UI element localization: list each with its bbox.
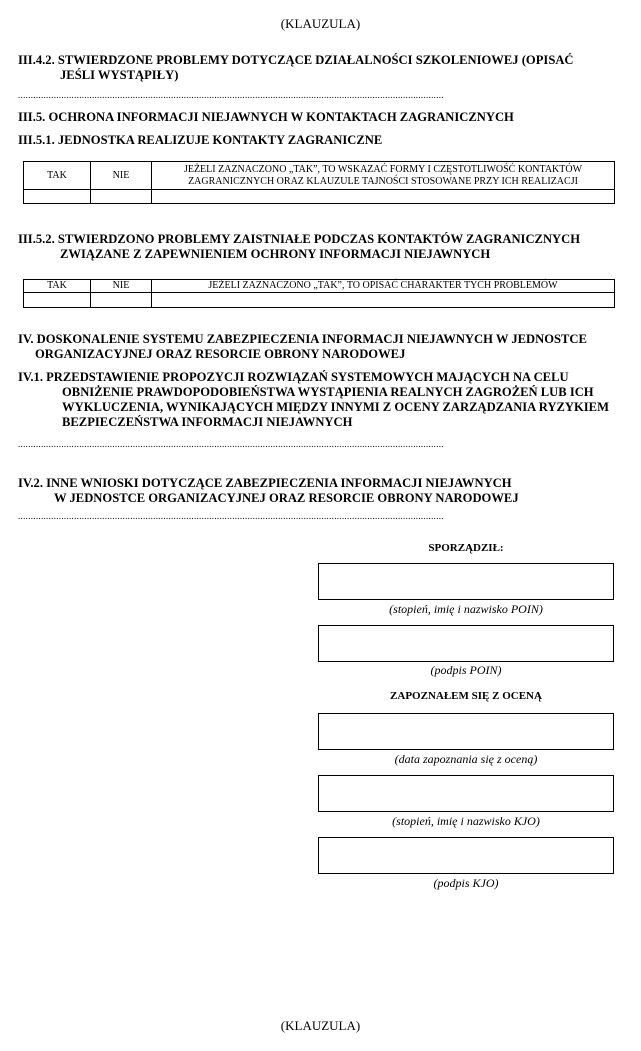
section-3-5-1-table	[23, 161, 615, 204]
section-3-5-1-title: III.5.1. JEDNOSTKA REALIZUJE KONTAKTY ZAGRANICZNE	[18, 133, 383, 147]
section-4-1-title-line4: BEZPIECZEŃSTWA INFORMACJI NIEJAWNYCH	[62, 415, 353, 429]
cell-tak-input[interactable]	[24, 293, 91, 308]
poin-signature-field[interactable]	[318, 625, 614, 662]
header-klauzula: (KLAUZULA)	[280, 16, 361, 31]
col-description-line2: ZAGRANICZNYCH ORAZ KLAUZULE TAJNOŚCI STOSOWANE PRZY ICH REALIZACJI	[188, 175, 578, 187]
section-3-4-2-answer-line[interactable]: .......................................................................................................................................................................	[18, 90, 444, 100]
col-tak-header: TAK	[24, 162, 91, 190]
col-nie-header: NIE	[91, 280, 152, 293]
footer-klauzula: (KLAUZULA)	[280, 1018, 361, 1033]
acknowledgement-date-caption: (data zapoznania się z oceną)	[394, 752, 538, 766]
section-4-title-line2: ORGANIZACYJNEJ ORAZ RESORCIE OBRONY NARODOWEJ	[35, 347, 406, 361]
col-nie-header: NIE	[91, 162, 152, 190]
section-4-2-answer-line[interactable]: .......................................................................................................................................................................	[18, 511, 444, 521]
section-3-4-2-heading	[18, 53, 621, 83]
col-tak-header: TAK	[24, 280, 91, 293]
section-4-1-heading	[18, 370, 621, 430]
kjo-signature-field[interactable]	[318, 837, 614, 874]
col-description-header	[152, 162, 615, 190]
poin-signature-caption: (podpis POIN)	[430, 663, 502, 677]
zapoznalem-label: ZAPOZNAŁEM SIĘ Z OCENĄ	[390, 690, 542, 702]
kjo-name-field[interactable]	[318, 775, 614, 812]
section-4-2-title-line1: IV.2. INNE WNIOSKI DOTYCZĄCE ZABEZPIECZENIA INFORMACJI NIEJAWNYCH	[18, 476, 512, 490]
cell-nie-input[interactable]	[91, 293, 152, 308]
acknowledgement-date-field[interactable]	[318, 713, 614, 750]
section-4-1-answer-line[interactable]: .......................................................................................................................................................................	[18, 439, 444, 449]
cell-tak-input[interactable]	[24, 190, 91, 204]
section-4-1-title-line3: WYKLUCZENIA, WYNIKAJĄCYCH MIĘDZY INNYMI Z OCENY ZARZĄDZANIA RYZYKIEM	[62, 400, 609, 414]
col-description-header: JEŻELI ZAZNACZONO „TAK”, TO OPISAĆ CHARAKTER TYCH PROBLEMÓW	[152, 280, 615, 293]
col-description-line1: JEŻELI ZAZNACZONO „TAK”, TO WSKAZAĆ FORMY I CZĘSTOTLIWOŚĆ KONTAKTÓW	[183, 163, 583, 175]
sporzadzil-label: SPORZĄDZIŁ:	[428, 542, 504, 554]
cell-description-input[interactable]	[152, 190, 615, 204]
section-3-4-2-title-line2: JEŚLI WYSTĄPIŁY)	[60, 68, 179, 82]
kjo-name-caption: (stopień, imię i nazwisko KJO)	[392, 814, 540, 828]
section-4-title-line1: IV. DOSKONALENIE SYSTEMU ZABEZPIECZENIA INFORMACJI NIEJAWNYCH W JEDNOSTCE	[18, 332, 587, 346]
poin-name-field[interactable]	[318, 563, 614, 600]
section-3-5-2-title-line1: III.5.2. STWIERDZONO PROBLEMY ZAISTNIAŁE PODCZAS KONTAKTÓW ZAGRANICZNYCH	[18, 232, 581, 246]
section-4-1-title-line1: IV.1. PRZEDSTAWIENIE PROPOZYCJI ROZWIĄZAŃ SYSTEMOWYCH MAJĄCYCH NA CELU	[18, 370, 569, 384]
section-4-heading	[18, 332, 621, 362]
section-4-1-title-line2: OBNIŻENIE PRAWDOPODOBIEŃSTWA WYSTĄPIENIA REALNYCH ZAGROŻEŃ LUB ICH	[62, 385, 594, 399]
section-4-2-heading	[18, 476, 621, 506]
cell-description-input[interactable]	[152, 293, 615, 308]
section-4-2-title-line2: W JEDNOSTCE ORGANIZACYJNEJ ORAZ RESORCIE OBRONY NARODOWEJ	[54, 491, 519, 505]
poin-name-caption: (stopień, imię i nazwisko POIN)	[389, 602, 543, 616]
section-3-5-2-title-line2: ZWIĄZANE Z ZAPEWNIENIEM OCHRONY INFORMACJI NIEJAWNYCH	[60, 247, 491, 261]
kjo-signature-caption: (podpis KJO)	[433, 876, 499, 890]
section-3-4-2-title-line1: III.4.2. STWIERDZONE PROBLEMY DOTYCZĄCE DZIAŁALNOŚCI SZKOLENIOWEJ (OPISAĆ	[18, 53, 574, 67]
section-3-5-2-heading	[18, 232, 621, 262]
section-3-5-2-table	[23, 279, 615, 308]
cell-nie-input[interactable]	[91, 190, 152, 204]
section-3-5-title: III.5. OCHRONA INFORMACJI NIEJAWNYCH W KONTAKTACH ZAGRANICZNYCH	[18, 110, 514, 124]
